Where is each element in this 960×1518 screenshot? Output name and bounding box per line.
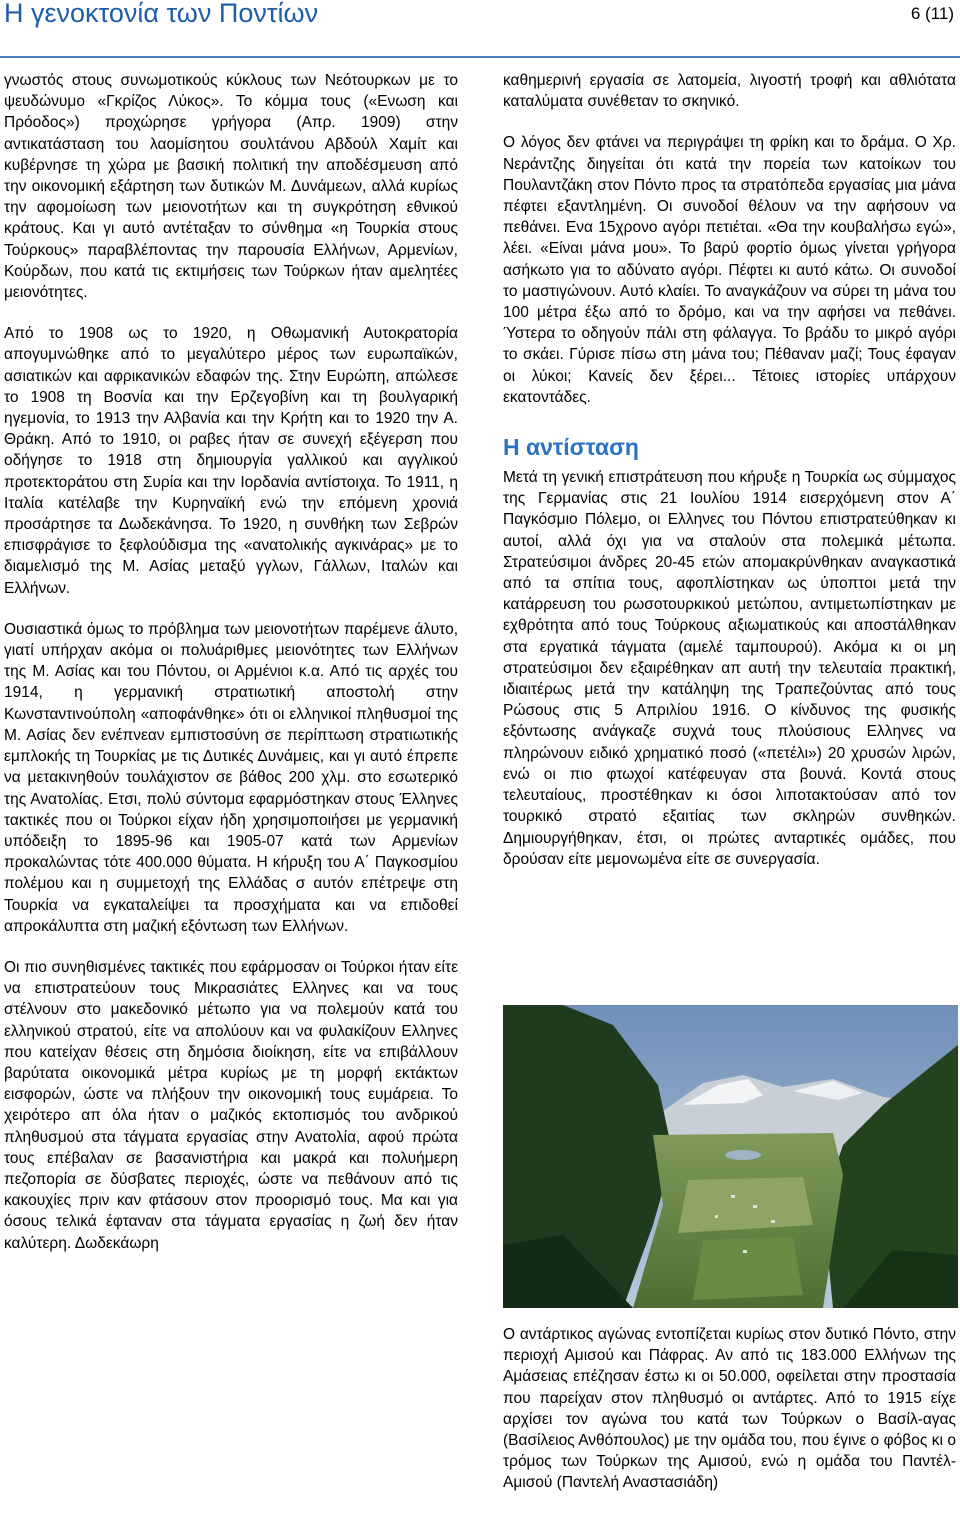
right-column (503, 70, 956, 870)
section-heading: Η αντίσταση (503, 434, 639, 461)
paragraph: Ουσιαστικά όμως το πρόβλημα των μειονοτήτων παρέμενε άλυτο, γιατί υπήρχαν ακόμα οι πολυάριθμες μειονότητες των Ελλήνων της Μ. Ασίας και του Πόντου, οι Αρμένιοι κ.α. Από τις αρχές του 1914, η γερμανική στρατιωτική αποστολή στην Κωνσταντινούπολη «αποφάνθηκε» ότι οι ελληνικοί πληθυσμοί της Μ. Ασίας δεν ενέπνεαν εμπιστοσύνη σε περίπτωση στρατιωτικής εμπλοκής τη Τουρκίας με τις Δυτικές Δυνάμεις, και γι αυτό έπρεπε να μετακινηθούν τουλάχιστον σε βάθος 200 χλμ. στο εσωτερικό της Ανατολίας. Ετσι, πολύ σύντομα εφαρμόστηκαν στους Έλληνες τακτικές που οι Τούρκοι είχαν ήδη χρησιμοποιήσει με γερμανική υπόδειξη το 1895-96 και 1905-07 κατά των Αρμενίων προκαλώντας τότε 400.000 θύματα. Η κήρυξη του Α΄ Παγκοσμίου πολέμου και η συμμετοχή της Ελλάδας σ αυτόν επέτρεψε στη Τουρκία να εγκαταλείψει τα προσχήματα και να επιδοθεί απροκάλυπτα στη μαζική εξόντωση των Ελλήνων. (4, 620, 458, 935)
mountain-valley-photo (503, 1005, 958, 1308)
paragraph: Μετά τη γενική επιστράτευση που κήρυξε η Τουρκία ως σύμμαχος της Γερμανίας στις 21 Ιουλίου 1914 εισερχόμενη στον Α΄ Παγκόσμιο Πόλεμο, οι Ελληνες του Πόντου επιστρατεύθηκαν κι αυτοί, αλλά όχι για να σταλούν στα πολεμικά μέτωπα. Στρατεύσιμοι άνδρες 20-45 ετών απομακρύνθηκαν αναγκαστικά από τα σπίτια τους, αφοπλίστηκαν ως ύποπτοι μετά την κατάρρευση του ρωσοτουρκικού μετώπου, αντιμετωπίστηκαν με εχθρότητα από τους Τούρκους αξιωματικούς και αποστάλθηκαν στα εργατικά τάγματα (αμελέ ταμπουρού). Ακόμα κι οι μη στρατεύσιμοι δεν εξαιρέθηκαν απ αυτή την τελευταία πρακτική, ιδιαιτέρως μετά την κατάληψη της Τραπεζούντας από τους Ρώσους στις 5 Απριλίου 1916. Ο κίνδυνος της φυσικής εξόντωσης ανάγκαζε συχνά τους πλούσιους Ελληνες να πληρώνουν ειδικό χρηματικό ποσό («πετέλι») 20 χρυσών λιρών, ενώ οι πιο φτωχοί κατέφευγαν στα βουνά. Κοντά στους τελευταίους, προστέθηκαν κι όσοι λιποτακτούσαν από τον τουρκικό στρατό εξαιτίας των σκληρών συνθηκών. Δημιουργήθηκαν, έτσι, οι πρώτες ανταρτικές ομάδες, που δρούσαν είτε μεμονωμένα είτε σε συνεργασία. (503, 469, 956, 868)
paragraph: γνωστός στους συνωμοτικούς κύκλους των Νεότουρκων με το ψευδώνυμο «Γκρίζος Λύκος». Το κόμμα τους («Ενωση και Πρόοδος») προχώρησε γρήγορα (Απρ. 1909) στην αντικατάσταση του λαομίσητου σουλτάνου Αβδούλ Χαμίτ και κυβέρνησε τη χώρα με βασική πολιτική την αποδέσμευση από την οικονομική εξάρτηση των δυτικών Μ. Δυνάμεων, αλλά κυρίως την αφομοίωση των μειονοτήτων και τη συγκρότηση εθνικού κράτους. Και γι αυτό αντέταξαν το σύνθημα «η Τουρκία στους Τούρκους» παραβλέποντας την παρουσία Ελλήνων, Αρμενίων, Κούρδων, που κατά τις εκτιμήσεις των Τούρκων ήταν αμελητέες μειονότητες. (4, 72, 458, 302)
paragraph: Ο λόγος δεν φτάνει να περιγράψει τη φρίκη και το δράμα. Ο Χρ. Νεράντζης διηγείται ότι κατά την πορεία των κατοίκων του Πουλαντζάκη στον Πόντο προς τα στρατόπεδα εργασίας μια μάνα πέφτει εξαντλημένη. Οι συνοδοί θέλουν να την αφήσουν να πεθάνει. Ενα 15χρονο αγόρι πετιέται. «Θα την κουβαλήσω εγώ», λέει. «Είναι μάνα μου». Το βαρύ φορτίο όμως γίνεται γρήγορα ασήκωτο για το αδύνατο αγόρι. Πέφτει κι αυτό κάτω. Οι συνοδοί το μαστιγώνουν. Αυτό κλαίει. Το αναγκάζουν να σύρει τη μάνα του 100 μέτρα έξω από το δρόμο, και να την αφήσει να πεθάνει. Ύστερα το οδηγούν πάλι στη φάλαγγα. Το βράδυ το μικρό αγόρι το σκάει. Γύρισε πίσω στη μάνα του; Πέθαναν μαζί; Τους έφαγαν οι λύκοι; Κανείς δεν ξέρει... Τέτοιες ιστορίες υπάρχουν εκατοντάδες. (503, 134, 956, 406)
page-number: 6 (11) (910, 4, 954, 23)
page-header (0, 0, 960, 58)
left-column (4, 70, 458, 1254)
paragraph: καθημερινή εργασία σε λατομεία, λιγοστή τροφή και αθλιότατα καταλύματα συνέθεταν το σκηνικό. (503, 72, 956, 111)
document-title: Η γενοκτονία των Ποντίων (4, 0, 319, 28)
paragraph: Από το 1908 ως το 1920, η Οθωμανική Αυτοκρατορία απογυμνώθηκε από το μεγαλύτερο μέρος των ευρωπαϊκών, ασιατικών και αφρικανικών εδαφών της. Στην Ευρώπη, απώλεσε το 1908 τη Βοσνία και την Ερζεγοβίνη και τη βουλγαρική ηγεμονία, το 1913 την Αλβανία και την Κρήτη και το 1920 την Α. Θράκη. Από το 1910, οι ραβες ήταν σε συνεχή εξέγερση που οδήγησε το 1918 στη δημιουργία γαλλικού και αγγλικού προτεκτοράτου στη Συρία και την Ιορδανία αντίστοιχα. Το 1911, η Ιταλία κατέλαβε την Κυρηναϊκή ενώ την επόμενη χρονιά προσάρτησε τα Δωδεκάνησα. Το 1920, η συνθήκη των Σεβρών επισφράγισε το ξεφλούδισμα της «ανατολικής αγκινάρας» με το διαμελισμό της Μ. Ασίας μεταξύ γγλων, Γάλλων, Ιταλών και Ελλήνων. (4, 325, 458, 597)
right-column-continued (503, 1324, 956, 1494)
paragraph: Ο αντάρτικος αγώνας εντοπίζεται κυρίως στον δυτικό Πόντο, στην περιοχή Αμισού και Πάφρας. Αν από τις 183.000 Ελλήνων της Αμάσειας επέζησαν έστω κι οι 50.000, οφείλεται στην προστασία που παρείχαν στον πληθυσμό οι αντάρτες. Από το 1915 είχε αρχίσει τον αγώνα του κατά των Τούρκων ο Βασίλ-αγας (Βασίλειος Ανθόπουλος) με την ομάδα του, που έγινε ο φόβος κι ο τρόμος των Τούρκων της Αμισού, ενώ η ομάδα του Παντέλ-Αμισού (Παντελή Αναστασιάδη) (503, 1326, 956, 1492)
paragraph: Οι πιο συνηθισμένες τακτικές που εφάρμοσαν οι Τούρκοι ήταν είτε να επιστρατεύουν τους Μικρασιάτες Ελληνες και να τους στέλνουν στο μακεδονικό μέτωπο για να πολεμούν κατά του ελληνικού στρατού, είτε να απολύουν και να φυλακίζουν Ελληνες που κατείχαν θέσεις στη δημόσια διοίκηση, είτε να επιβάλλουν βαρύτατα οικονομικά μέτρα κυρίως με τη μορφή εκτάκτων εισφορών, ώστε να πλήξουν την οικονομική τους ευμάρεια. Το χειρότερο απ όλα ήταν ο μαζικός εκτοπισμός του ανδρικού πληθυσμού στα τάγματα εργασίας στην Ανατολία, αφού πρώτα τους επέβαλαν σε βασανιστήρια και μακρά και πολυήμερη πεζοπορία σε δύσβατες περιοχές, ώστε να πεθάνουν από τις κακουχίες πριν καν φτάσουν στον προορισμό τους. Μα και για όσους τελικά έφταναν στα τάγματα εργασίας η ζωή δεν ήταν καλύτερη. Δωδεκάωρη (4, 958, 458, 1252)
